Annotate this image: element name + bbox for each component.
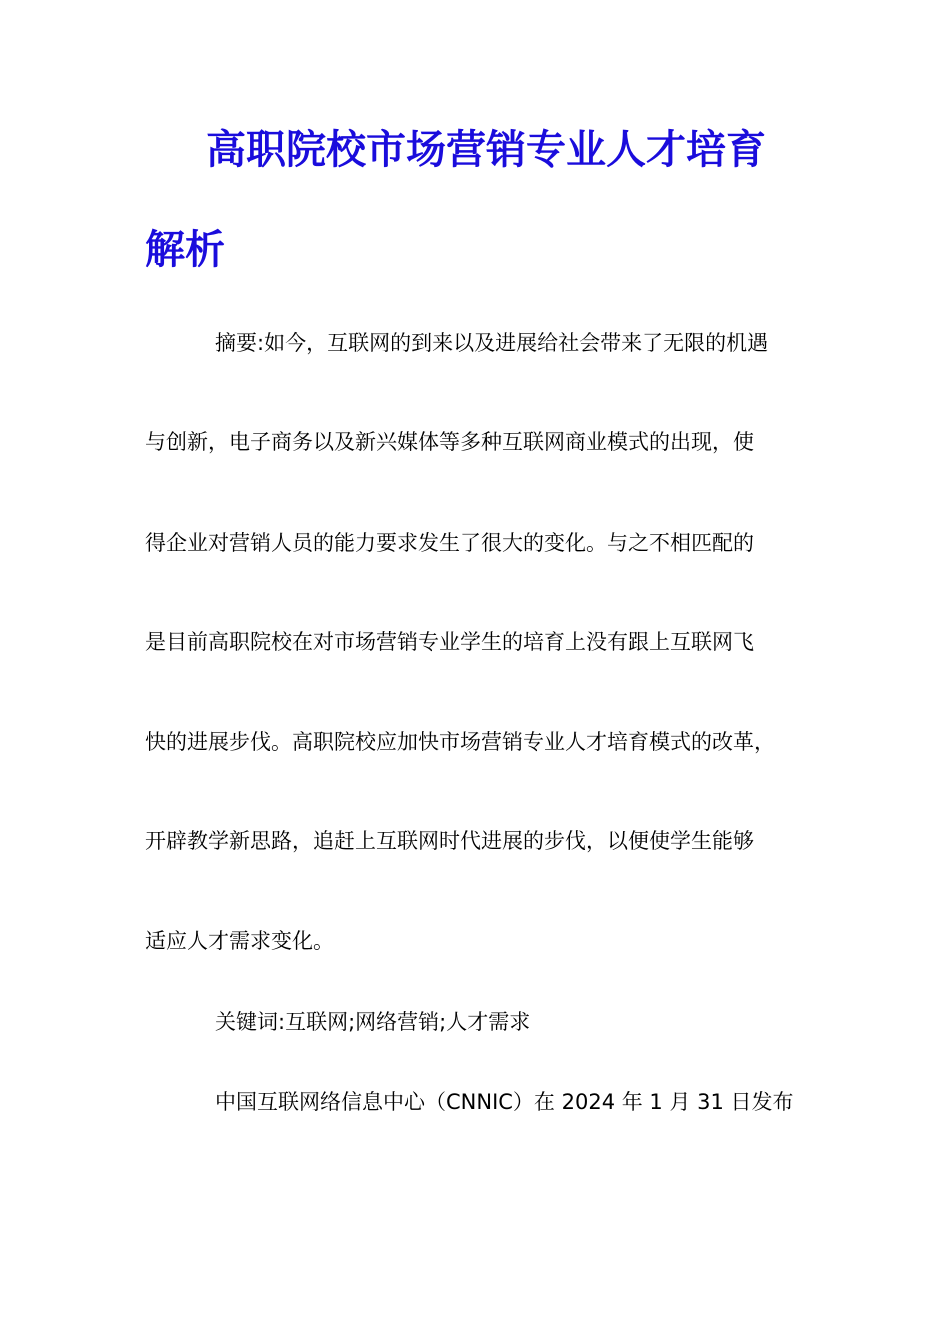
keywords-line: 关键词:互联网;网络营销;人才需求: [215, 1010, 531, 1034]
document-title-line-1: 高职院校市场营销专业人才培育: [206, 126, 766, 173]
document-title-line-2: 解析: [145, 226, 225, 273]
abstract-line: 是目前高职院校在对市场营销专业学生的培育上没有跟上互联网飞: [145, 630, 754, 654]
abstract-line: 与创新，电子商务以及新兴媒体等多种互联网商业模式的出现，使: [145, 430, 754, 454]
abstract-line: 开辟教学新思路，追赶上互联网时代进展的步伐，以便使学生能够: [145, 829, 754, 853]
body-paragraph-line: 中国互联网络信息中心（CNNIC）在 2024 年 1 月 31 日发布: [215, 1090, 794, 1114]
abstract-line: 得企业对营销人员的能力要求发生了很大的变化。与之不相匹配的: [145, 531, 754, 555]
abstract-line: 快的进展步伐。高职院校应加快市场营销专业人才培育模式的改革，: [145, 730, 775, 754]
abstract-line: 摘要:如今，互联网的到来以及进展给社会带来了无限的机遇: [215, 331, 769, 355]
abstract-line: 适应人才需求变化。: [145, 929, 334, 953]
